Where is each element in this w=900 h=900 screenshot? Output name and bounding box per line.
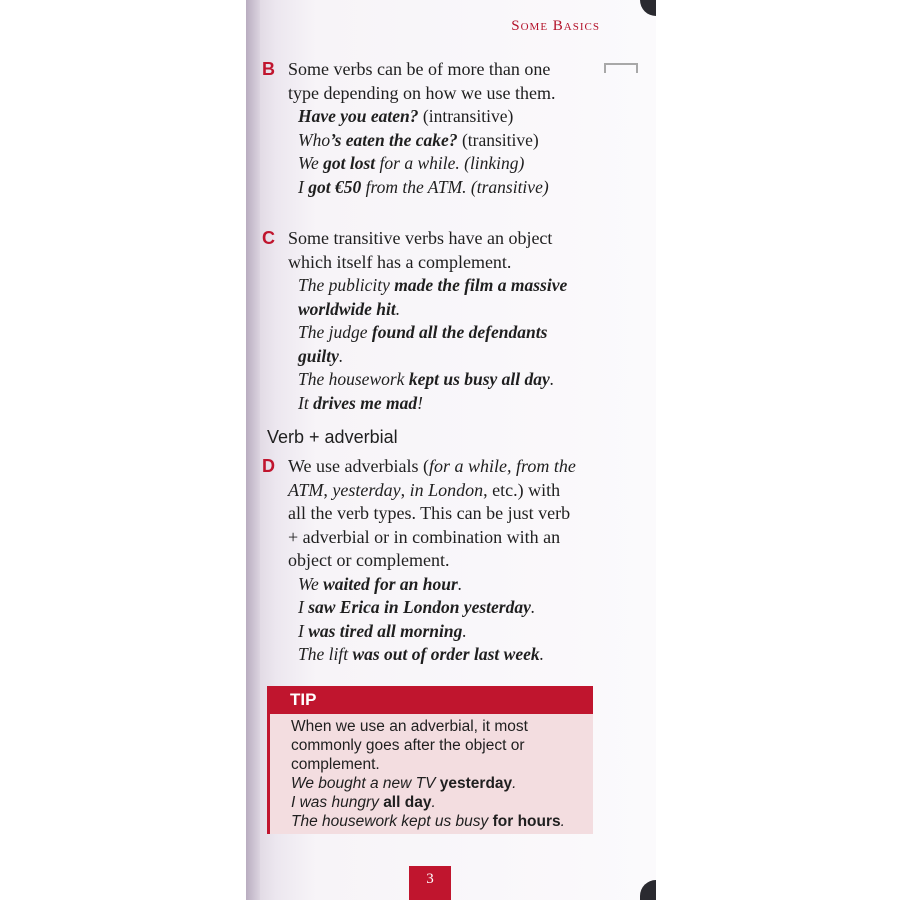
- tip-example: I was hungry all day.: [291, 794, 436, 811]
- tip-line: complement.: [291, 756, 380, 773]
- tip-title: TIP: [270, 686, 593, 714]
- section-heading: Verb + adverbial: [267, 427, 398, 447]
- example-list: [298, 105, 602, 199]
- text-line: which itself has a complement.: [288, 251, 512, 272]
- example-list: [298, 274, 602, 415]
- example: I got €50 from the ATM. (transitive): [298, 176, 549, 197]
- tip-box: [267, 686, 593, 834]
- example: The lift was out of order last week.: [298, 644, 544, 664]
- example: worldwide hit.: [298, 298, 401, 319]
- tip-line: commonly goes after the object or: [291, 737, 525, 754]
- thumb-tab-mark: [604, 63, 638, 73]
- page-number: 3: [409, 866, 451, 900]
- example: Who’s eaten the cake? (transitive): [298, 129, 539, 150]
- tip-example: We bought a new TV yesterday.: [291, 775, 517, 792]
- text-line: type depending on how we use them.: [288, 82, 556, 103]
- section-d: [262, 455, 602, 667]
- text-line: We use adverbials (for a while, from the: [288, 456, 576, 476]
- example: We got lost for a while. (linking): [298, 153, 525, 173]
- tip-example: The housework kept us busy for hours.: [291, 813, 565, 830]
- section-c: [262, 227, 602, 415]
- text-line: object or complement.: [288, 550, 450, 570]
- text-line: Some verbs can be of more than one: [288, 59, 551, 79]
- text-line: + adverbial or in combination with an: [288, 526, 561, 547]
- section-text: [288, 58, 602, 105]
- example: Have you eaten? (intransitive): [298, 106, 514, 126]
- text-line: all the verb types. This can be just verb: [288, 503, 571, 523]
- text-line: ATM, yesterday, in London, etc.) with: [288, 479, 561, 500]
- example: The judge found all the defendants: [298, 322, 548, 342]
- example: guilty.: [298, 345, 344, 366]
- section-letter: C: [262, 228, 275, 248]
- example: I saw Erica in London yesterday.: [298, 597, 536, 617]
- example-list: [298, 573, 602, 667]
- example: It drives me mad!: [298, 392, 423, 413]
- running-head: Some Basics: [511, 18, 600, 34]
- tip-line: When we use an adverbial, it most: [291, 718, 528, 735]
- section-b: [262, 58, 602, 199]
- example: The housework kept us busy all day.: [298, 369, 555, 389]
- tip-body: [270, 714, 593, 831]
- text-line: Some transitive verbs have an object: [288, 228, 553, 248]
- section-text: [288, 455, 602, 573]
- example: I was tired all morning.: [298, 620, 467, 641]
- example: We waited for an hour.: [298, 573, 463, 594]
- section-letter: D: [262, 456, 275, 476]
- page-spine-shadow: [246, 0, 260, 900]
- section-text: [288, 227, 602, 274]
- section-letter: B: [262, 59, 275, 79]
- example: The publicity made the film a massive: [298, 275, 568, 295]
